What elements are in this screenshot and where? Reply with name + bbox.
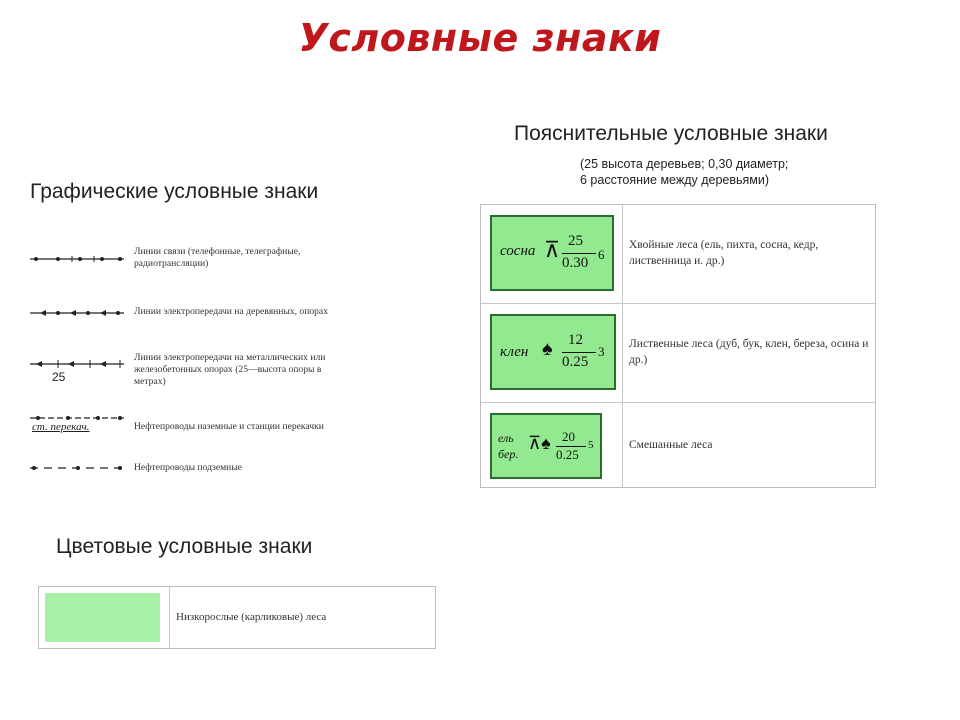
fraction-line — [562, 253, 596, 254]
deciduous-forest-symbol — [490, 314, 616, 390]
forest-type-label: Смешанные леса — [629, 439, 713, 451]
symbol-row-power-lines-wooden — [28, 304, 348, 324]
table-row-coniferous — [481, 205, 875, 304]
species-label: сосна — [500, 243, 536, 259]
symbol-label: Нефтепроводы подземные — [134, 462, 243, 473]
tree-distance: 5 — [588, 439, 594, 451]
symbol-label: Линии электропередачи на металлических или железобетонных опорах (25—высота опоры в метрах) — [134, 352, 326, 387]
coniferous-forest-symbol — [490, 215, 614, 291]
symbol-label: Линии связи (телефонные, телеграфные, радиотрансляции) — [134, 246, 301, 269]
note-line: (25 высота деревьев; 0,30 диаметр; — [580, 157, 789, 171]
communication-line-icon — [28, 246, 128, 276]
tree-distance: 6 — [598, 247, 605, 262]
explanatory-note — [580, 156, 788, 188]
symbol-label: Линии электропередачи на деревянных, опорах — [134, 306, 328, 317]
tree-height: 12 — [568, 332, 583, 348]
power-line-wooden-icon — [28, 304, 128, 324]
symbol-row-oil-pipelines-underground — [28, 460, 348, 478]
tree-diameter: 0.30 — [562, 255, 589, 271]
symbol-label: Нефтепроводы наземные и станции перекачки — [134, 421, 324, 432]
species-label: клен — [500, 344, 529, 360]
tree-height: 20 — [562, 429, 575, 444]
table-row-mixed — [481, 403, 875, 487]
forest-symbol-cell — [481, 205, 623, 303]
tree-diameter: 0.25 — [562, 354, 589, 370]
mixed-tree-icon: ⊼♠ — [528, 433, 551, 453]
explanatory-symbols-heading: Пояснительные условные знаки — [514, 122, 828, 145]
deciduous-tree-icon: ♠ — [542, 338, 553, 360]
forest-symbol-cell — [481, 403, 623, 487]
color-swatch-cell — [39, 587, 170, 648]
graphic-symbols-heading: Графические условные знаки — [30, 180, 319, 203]
oil-pipeline-underground-icon — [28, 460, 128, 476]
tree-height: 25 — [568, 233, 583, 249]
tree-diameter: 0.25 — [556, 447, 579, 462]
tree-distance: 3 — [598, 344, 605, 359]
power-line-metal-icon — [28, 352, 128, 388]
pole-height-marker: 25 — [52, 370, 66, 384]
pump-station-marker: ст. перекач. — [32, 421, 90, 433]
fraction-line — [562, 352, 596, 353]
forest-symbol-cell — [481, 304, 623, 402]
species-label: бер. — [498, 447, 519, 461]
color-symbols-heading: Цветовые условные знаки — [56, 535, 313, 558]
color-symbol-label: Низкорослые (карликовые) леса — [176, 611, 327, 623]
color-symbols-table — [38, 586, 436, 649]
mixed-forest-symbol — [490, 413, 602, 479]
forest-type-label: Хвойные леса (ель, пихта, сосна, кедр, лиственница и. др.) — [629, 239, 819, 267]
symbol-row-oil-pipelines-surface — [28, 412, 348, 436]
conifer-tree-icon: ⊼ — [544, 237, 561, 262]
species-label: ель — [498, 431, 514, 445]
dwarf-forest-swatch — [45, 593, 160, 642]
note-line: 6 расстояние между деревьями) — [580, 173, 770, 187]
table-row-deciduous — [481, 304, 875, 403]
page-title: Условные знаки — [298, 16, 662, 60]
forest-types-table — [480, 204, 876, 488]
symbol-row-power-lines-metal — [28, 352, 348, 398]
forest-type-label: Лиственные леса (дуб, бук, клен, береза, осина и др.) — [629, 338, 869, 366]
symbol-row-communication-lines — [28, 246, 348, 280]
